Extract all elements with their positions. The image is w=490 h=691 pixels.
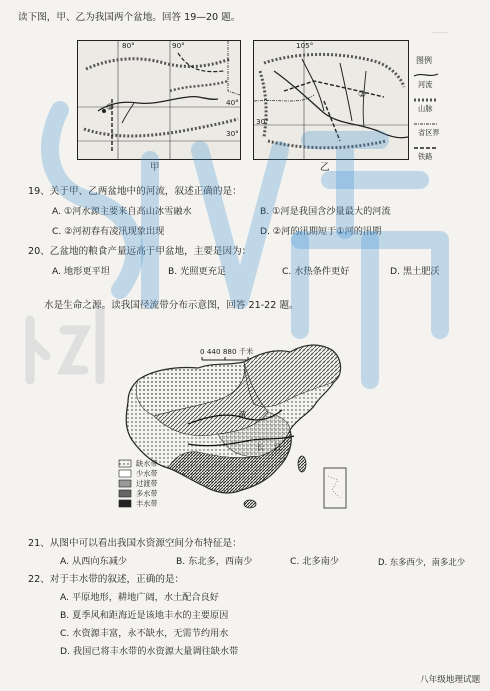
legend-low-water-zone: 少水带 bbox=[136, 469, 158, 478]
map-a-lon1: 80° bbox=[122, 41, 135, 50]
map-b-lon: 105° bbox=[296, 41, 314, 50]
china-legend-swatches bbox=[118, 458, 134, 512]
map-a-drawing bbox=[78, 41, 240, 159]
map-b-river-mark: ② bbox=[358, 90, 367, 100]
legend-transition-zone: 过渡带 bbox=[136, 479, 158, 488]
bleed-text: —— bbox=[432, 28, 448, 37]
legend-mountain: 山脉 bbox=[418, 104, 433, 113]
china-map-legend bbox=[118, 458, 188, 512]
q20-option-b: B. 光照更充足 bbox=[168, 266, 227, 277]
q22-option-b: B. 夏季风和距海近是该地丰水的主要原因 bbox=[60, 610, 229, 621]
footer-label: 八年级地理试题 bbox=[420, 675, 481, 685]
q22-option-a: A. 平原地形，耕地广阔，水土配合良好 bbox=[60, 592, 219, 603]
map-basin-a bbox=[77, 40, 241, 160]
q22-stem: 22、对于丰水带的叙述，正确的是： bbox=[28, 574, 185, 585]
map-b-legend bbox=[410, 56, 456, 160]
q19-option-b: B. ①河是我国含沙量最大的河流 bbox=[260, 206, 391, 217]
map-a-river-mark: ① bbox=[106, 103, 115, 113]
legend-railway: 铁路 bbox=[418, 152, 433, 161]
china-map-scale: 0 440 880 千米 bbox=[200, 347, 254, 356]
map-a-label: 甲 bbox=[150, 162, 160, 173]
legend-abundant-water-zone: 丰水带 bbox=[136, 499, 158, 508]
map-a-lat2: 30° bbox=[226, 129, 239, 138]
q21-option-a: A. 从西向东减少 bbox=[60, 556, 128, 567]
q19-option-a: A. ①河水源主要来自高山冰雪融水 bbox=[52, 206, 192, 217]
map-a-lat1: 40° bbox=[226, 98, 239, 107]
q22-option-d: D. 我国已将丰水带的水资源大量调往缺水带 bbox=[60, 646, 239, 657]
map-b-lat: 30° bbox=[256, 117, 269, 126]
legend-province-border: 省区界 bbox=[418, 128, 440, 137]
map-b-drawing bbox=[254, 41, 408, 159]
q21-stem: 21、从图中可以看出我国水资源空间分布特征是： bbox=[28, 538, 242, 549]
q19-stem: 19、关于甲、乙两盆地中的河流，叙述正确的是： bbox=[28, 186, 242, 197]
q20-option-d: D. 黑土肥沃 bbox=[390, 266, 440, 277]
map-basin-b bbox=[253, 40, 409, 160]
legend-shortage-zone: 缺水带 bbox=[136, 459, 158, 468]
q20-option-a: A. 地形更平坦 bbox=[52, 266, 110, 277]
q21-option-b: B. 东北多，西南少 bbox=[176, 556, 253, 567]
q21-option-c: C. 北多南少 bbox=[290, 556, 340, 567]
river-label-huang: 黄 bbox=[238, 411, 247, 421]
q19-option-d: D. ②河的汛期短于①河的汛期 bbox=[260, 226, 382, 237]
map-a-lon2: 90° bbox=[172, 41, 185, 50]
river-label-chang: 长 bbox=[256, 443, 265, 453]
legend-river: 河流 bbox=[418, 80, 433, 89]
legend-rich-water-zone: 多水带 bbox=[136, 489, 158, 498]
legend-swatches bbox=[410, 56, 456, 160]
intro-text-1: 读下图，甲、乙为我国两个盆地。回答 19—20 题。 bbox=[18, 12, 241, 23]
map-b-label: 乙 bbox=[320, 162, 330, 173]
q21-option-d: D. 东多西少，南多北少 bbox=[378, 557, 466, 567]
q20-stem: 20、乙盆地的粮食产量远高于甲盆地，主要是因为： bbox=[28, 246, 252, 257]
legend-title: 图例 bbox=[416, 56, 432, 65]
q19-option-c: C. ②河初春有凌汛现象出现 bbox=[52, 226, 165, 237]
intro-text-2: 水是生命之源。读我国径流带分布示意图，回答 21-22 题。 bbox=[44, 300, 299, 311]
q20-option-c: C. 水热条件更好 bbox=[282, 266, 350, 277]
river-label-jiang: 江 bbox=[274, 443, 283, 453]
q22-option-c: C. 水资源丰富，永不缺水，无需节约用水 bbox=[60, 628, 229, 639]
